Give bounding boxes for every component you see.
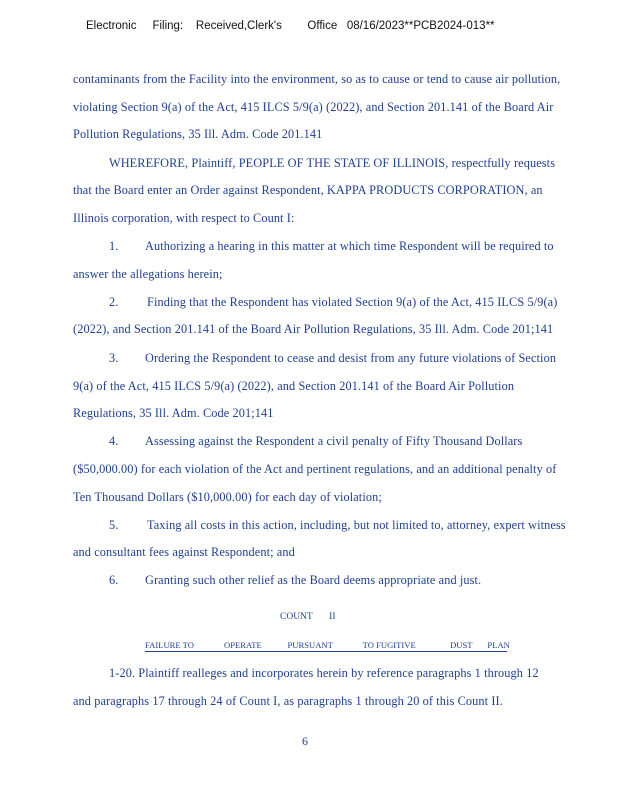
- list-item: [109, 295, 558, 310]
- item-continuation: 9(a) of the Act, 415 ILCS 5/9(a) (2022), and Section 201.141 of the Board Air Pollution: [73, 379, 515, 393]
- body-line: and paragraphs 17 through 24 of Count I, as paragraphs 1 through 20 of this Count II.: [73, 694, 503, 708]
- list-item: [109, 239, 554, 254]
- item-text: Authorizing a hearing in this matter at which time Respondent will be required to: [145, 239, 554, 253]
- body-line: contaminants from the Facility into the environment, so as to cause or tend to cause air pollution,: [73, 72, 561, 86]
- item-number: 2.: [109, 295, 119, 309]
- page-number: 6: [302, 734, 308, 748]
- list-item: [109, 351, 557, 366]
- realleges-line: 1-20. Plaintiff realleges and incorporates herein by reference paragraphs 1 through 12: [109, 666, 539, 680]
- item-text: Granting such other relief as the Board deems appropriate and just.: [145, 573, 482, 587]
- item-continuation: Ten Thousand Dollars ($10,000.00) for each day of violation;: [73, 490, 382, 504]
- wherefore-line: WHEREFORE, Plaintiff, PEOPLE OF THE STATE OF ILLINOIS, respectfully requests: [109, 156, 556, 170]
- list-item: [109, 573, 482, 588]
- item-text: Assessing against the Respondent a civil penalty of Fifty Thousand Dollars: [145, 434, 523, 448]
- item-number: 3.: [109, 351, 119, 365]
- item-text: Ordering the Respondent to cease and desist from any future violations of Section: [145, 351, 557, 365]
- item-continuation: (2022), and Section 201.141 of the Board Air Pollution Regulations, 35 Ill. Adm. Code 201;141: [73, 322, 554, 336]
- body-line: that the Board enter an Order against Respondent, KAPPA PRODUCTS CORPORATION, an: [73, 183, 543, 197]
- item-number: 6.: [109, 573, 119, 587]
- item-continuation: Regulations, 35 Ill. Adm. Code 201;141: [73, 406, 274, 420]
- item-continuation: ($50,000.00) for each violation of the Act and pertinent regulations, and an additional penalty of: [73, 462, 557, 476]
- body-line: Pollution Regulations, 35 Ill. Adm. Code 201.141: [73, 127, 323, 141]
- item-number: 1.: [109, 239, 119, 253]
- item-number: 5.: [109, 518, 119, 532]
- count-subheading: FAILURE TO OPERATE PURSUANT TO FUGITIVE DUST PLAN: [145, 640, 510, 650]
- body-line: Illinois corporation, with respect to Count I:: [73, 211, 295, 225]
- item-continuation: answer the allegations herein;: [73, 267, 223, 281]
- item-text: Taxing all costs in this action, including, but not limited to, attorney, expert witness: [147, 518, 566, 532]
- filing-header: Electronic Filing: Received,Clerk's Office 08/16/2023**PCB2024-013**: [86, 20, 495, 32]
- list-item: [109, 518, 566, 533]
- item-text: Finding that the Respondent has violated Section 9(a) of the Act, 415 ILCS 5/9(a): [147, 295, 558, 309]
- list-item: [109, 434, 523, 449]
- item-number: 4.: [109, 434, 119, 448]
- item-continuation: and consultant fees against Respondent; and: [73, 545, 295, 559]
- count-heading: COUNT II: [280, 612, 336, 622]
- body-line: violating Section 9(a) of the Act, 415 ILCS 5/9(a) (2022), and Section 201.141 of the Board Air: [73, 100, 554, 114]
